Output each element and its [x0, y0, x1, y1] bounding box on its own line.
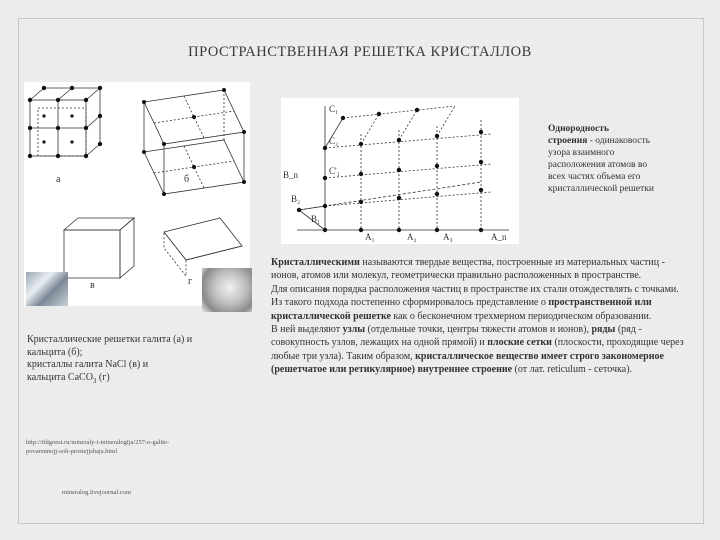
- link-line[interactable]: http://ifdgoest.ru/mineraly-i-mineralogija/257-o-galite-: [26, 439, 170, 446]
- caption-line: кальцита (б);: [27, 346, 83, 358]
- definition-line: расположения атомов во: [548, 160, 648, 170]
- paragraph-text: (ряд - совокупность узлов, лежащих на одной прямой) и: [271, 324, 642, 349]
- caption-line: кристаллы галита NaCl (в) и: [27, 359, 149, 370]
- definition-text: - одинаковость: [587, 136, 650, 146]
- body-text: [271, 256, 691, 377]
- label-an: A_n: [491, 232, 507, 242]
- paragraph-text: (плоскости, проходящие через любые три узла). Таким образом,: [271, 337, 684, 362]
- label-a3: A₃: [443, 232, 453, 242]
- figure-label-b: б: [184, 174, 190, 185]
- lattice-drawing-right: [281, 98, 519, 244]
- definition-line: [548, 123, 698, 135]
- label-c1: C₁: [329, 104, 339, 114]
- figure-label-a: а: [56, 174, 61, 185]
- caption-line: [27, 372, 257, 388]
- definition-line: кристаллической решетки: [548, 184, 654, 194]
- caption-line: Кристаллические решетки галита (а) и: [27, 334, 193, 345]
- label-a2: A₂: [407, 232, 417, 242]
- bold-term: плоские сетки: [487, 337, 552, 349]
- source-link-1[interactable]: [26, 438, 256, 456]
- paragraph-2: [271, 283, 691, 323]
- link-line[interactable]: povarennojj-soli-prostejjshaja.html: [26, 448, 118, 455]
- paragraph-3: [271, 323, 691, 377]
- bold-term: узлы: [342, 324, 366, 336]
- bold-term: Кристаллическими: [271, 257, 360, 268]
- caption-subscript: 3: [92, 376, 97, 385]
- definition-line: узора взаимного: [548, 148, 615, 158]
- figure-caption: [27, 334, 257, 387]
- bold-term: пространственной или кристаллической решетке: [271, 297, 652, 322]
- label-c1p: C'₁: [329, 166, 340, 176]
- label-c2: C₂: [329, 136, 339, 146]
- calcite-crystal-photo: [202, 268, 252, 312]
- paragraph-text: В ней выделяют: [271, 324, 343, 336]
- definition-term: Однородность: [548, 124, 609, 134]
- definition-line: всех частях объема его: [548, 172, 641, 182]
- label-b1: B₁: [311, 214, 321, 224]
- paragraph-1: [271, 256, 691, 283]
- definition-term: строения: [548, 136, 588, 146]
- label-a1: A₁: [365, 232, 375, 242]
- lattice-figure-right: [281, 98, 519, 244]
- page-title: ПРОСТРАНСТВЕННАЯ РЕШЕТКА КРИСТАЛЛОВ: [188, 44, 532, 60]
- label-b2: B₂: [291, 194, 301, 204]
- paragraph-text: (отдельные точки, центры тяжести атомов и ионов),: [365, 324, 592, 336]
- label-bn: B_n: [283, 170, 299, 180]
- paragraph-text: называются твердые вещества, построенные из материальных частиц - ионов, атомов или молекул, геометрически правильно расположенных в пространстве.: [271, 257, 665, 282]
- source-link-2[interactable]: mineralog.livejournal.com: [62, 489, 131, 496]
- definition-line: [548, 135, 698, 147]
- paragraph-text: (от лат. reticulum - сеточка).: [512, 364, 633, 376]
- caption-text: (г): [96, 371, 110, 383]
- halite-crystal-photo: [26, 272, 68, 306]
- bold-term: ряды: [591, 324, 616, 336]
- lattice-nodes-a: [28, 86, 102, 158]
- figure-label-v: в: [90, 280, 95, 291]
- figure-label-g: г: [188, 276, 193, 287]
- definition-homogeneity: [548, 123, 698, 195]
- bold-term: кристаллическое вещество имеет строго закономерное (решетчатое или ретикулярное) внутреннее строение: [271, 350, 664, 376]
- paragraph-text: Для описания порядка расположения частиц в пространстве их стали отождествлять с точками. Из такого подхода постепенно сформировалось представление о: [271, 283, 679, 309]
- caption-text: кальцита CaCO: [27, 371, 93, 383]
- paragraph-text: как о бесконечном трехмерном периодическом образовании.: [390, 310, 652, 322]
